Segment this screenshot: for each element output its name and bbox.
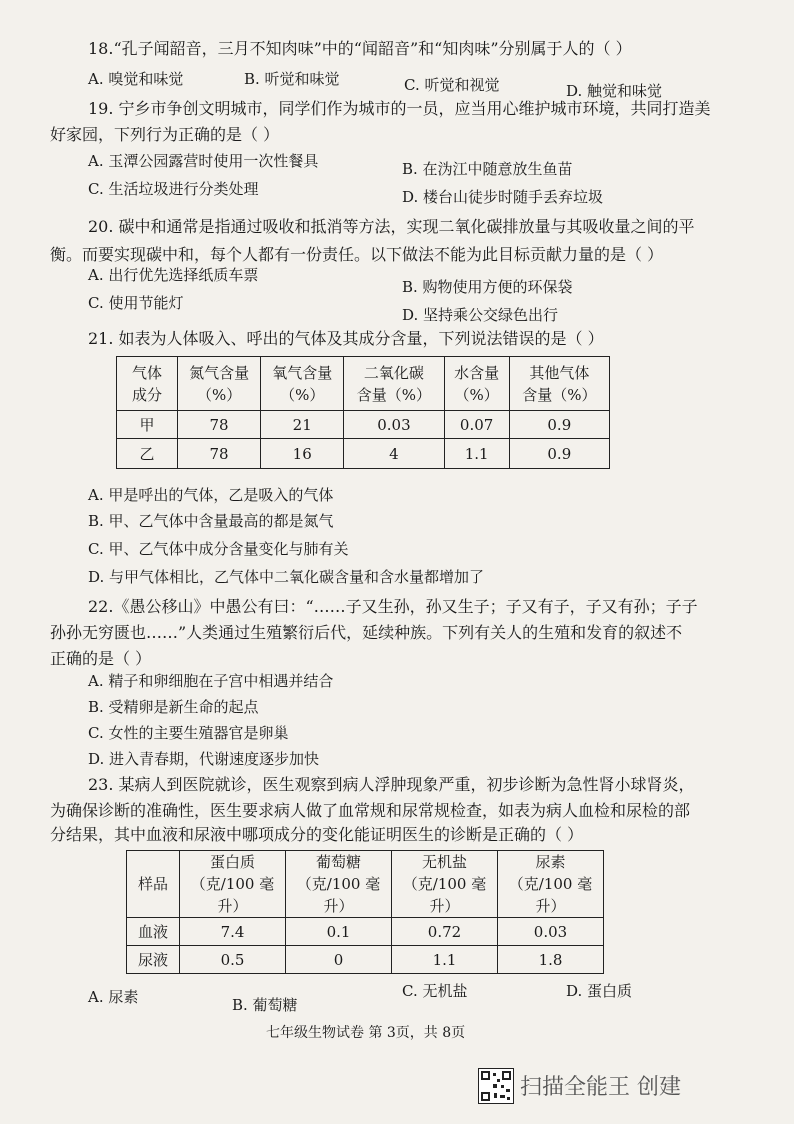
q23-stem-line1: 23. 某病人到医院就诊，医生观察到病人浮肿现象严重，初步诊断为急性肾小球肾炎， xyxy=(88,775,695,794)
table-cell: 0.03 xyxy=(344,411,444,439)
q19-option-a: A. 玉潭公园露营时使用一次性餐具 xyxy=(88,152,319,170)
table-row xyxy=(117,411,610,439)
header-unit: （%） xyxy=(454,385,499,404)
table-cell: 16 xyxy=(261,439,344,469)
q19-option-b: B. 在沩江中随意放生鱼苗 xyxy=(402,160,573,178)
q18-option-d: D. 触觉和味觉 xyxy=(566,82,663,100)
header-unit: 含量（%） xyxy=(356,385,432,404)
table-row xyxy=(127,946,604,974)
q18-option-a: A. 嗅觉和味觉 xyxy=(88,70,184,88)
corner-top-label: 气体 xyxy=(131,363,162,382)
q18-option-b: B. 听觉和味觉 xyxy=(244,70,340,88)
row-label: 甲 xyxy=(117,411,178,439)
q22-stem-line3: 正确的是（ ） xyxy=(50,649,152,668)
header-water xyxy=(444,357,509,411)
header-salts xyxy=(392,851,498,918)
q20-option-d: D. 坚持乘公交绿色出行 xyxy=(402,306,559,324)
table-cell: 7.4 xyxy=(180,918,286,946)
q22-option-a: A. 精子和卵细胞在子宫中相遇并结合 xyxy=(88,672,334,690)
header-urea xyxy=(498,851,604,918)
header-unit: （克/100 毫升） xyxy=(402,875,487,915)
table-cell: 0 xyxy=(286,946,392,974)
q20-option-b: B. 购物使用方便的环保袋 xyxy=(402,278,573,296)
q21-option-a: A. 甲是呼出的气体，乙是吸入的气体 xyxy=(88,486,334,504)
row-label: 尿液 xyxy=(127,946,180,974)
header-glucose xyxy=(286,851,392,918)
header-label: 蛋白质 xyxy=(209,853,255,871)
table-cell: 21 xyxy=(261,411,344,439)
header-label: 葡萄糖 xyxy=(315,853,361,871)
header-unit: （克/100 毫升） xyxy=(190,875,275,915)
q21-option-b: B. 甲、乙气体中含量最高的都是氮气 xyxy=(88,512,334,530)
table-cell: 0.5 xyxy=(180,946,286,974)
q21-stem: 21. 如表为人体吸入、呼出的气体及其成分含量，下列说法错误的是（ ） xyxy=(88,329,604,348)
q20-option-a: A. 出行优先选择纸质车票 xyxy=(88,266,259,284)
table-corner-cell xyxy=(117,357,178,411)
table-cell: 78 xyxy=(178,411,261,439)
table-cell: 0.9 xyxy=(509,439,609,469)
table-cell: 1.1 xyxy=(392,946,498,974)
q23-option-b: B. 葡萄糖 xyxy=(232,996,298,1014)
q23-option-a: A. 尿素 xyxy=(88,988,139,1006)
q21-option-c: C. 甲、乙气体中成分含量变化与肺有关 xyxy=(88,540,349,558)
q20-option-c: C. 使用节能灯 xyxy=(88,294,184,312)
q22-stem-line2: 孙孙无穷匮也……”人类通过生殖繁衍后代，延续种族。下列有关人的生殖和发育的叙述不 xyxy=(50,623,683,642)
header-label: 无机盐 xyxy=(421,853,467,871)
q19-option-c: C. 生活垃圾进行分类处理 xyxy=(88,180,259,198)
qr-code-icon xyxy=(478,1068,514,1104)
header-nitrogen xyxy=(178,357,261,411)
header-label: 氮气含量 xyxy=(189,363,250,382)
q22-option-d: D. 进入青春期，代谢速度逐步加快 xyxy=(88,750,320,768)
q19-stem-line1: 19. 宁乡市争创文明城市，同学们作为城市的一员，应当用心维护城市环境，共同打造美 xyxy=(88,99,711,118)
table-cell: 0.03 xyxy=(498,918,604,946)
q21-gas-table xyxy=(116,356,610,469)
q19-option-d: D. 楼台山徒步时随手丢弃垃圾 xyxy=(402,188,604,206)
header-label: 其他气体 xyxy=(529,363,590,382)
table-cell: 0.72 xyxy=(392,918,498,946)
header-unit: 含量（%） xyxy=(522,385,597,404)
page-footer: 七年级生物试卷 第 3页，共 8页 xyxy=(266,1025,466,1041)
header-other xyxy=(509,357,609,411)
q22-stem-line1: 22.《愚公移山》中愚公有曰：“……子又生孙，孙又生子；子又有子，子又有孙；子子 xyxy=(88,597,698,616)
header-label: 二氧化碳 xyxy=(363,363,424,382)
q20-stem-line2: 衡。而要实现碳中和，每个人都有一份责任。以下做法不能为此目标贡献力量的是（ ） xyxy=(50,245,664,264)
table-cell: 0.9 xyxy=(509,411,609,439)
header-label: 氧气含量 xyxy=(272,363,333,382)
q23-test-table xyxy=(126,850,604,974)
table-header-row xyxy=(117,357,610,411)
header-protein xyxy=(180,851,286,918)
header-label: 尿素 xyxy=(535,853,566,871)
table-cell: 0.07 xyxy=(444,411,509,439)
header-co2 xyxy=(344,357,444,411)
table-cell: 1.1 xyxy=(444,439,509,469)
q18-stem: 18.“孔子闻韶音，三月不知肉味”中的“闻韶音”和“知肉味”分别属于人的（ ） xyxy=(88,39,632,58)
header-label: 水含量 xyxy=(454,363,500,382)
scanner-watermark: 扫描全能王 创建 xyxy=(520,1075,681,1100)
table-cell: 1.8 xyxy=(498,946,604,974)
table-row xyxy=(117,439,610,469)
table-cell: 0.1 xyxy=(286,918,392,946)
q23-stem-line3: 分结果，其中血液和尿液中哪项成分的变化能证明医生的诊断是正确的（ ） xyxy=(50,825,584,844)
header-unit: （%） xyxy=(196,385,242,404)
header-oxygen xyxy=(261,357,344,411)
q21-option-d: D. 与甲气体相比，乙气体中二氧化碳含量和含水量都增加了 xyxy=(88,568,485,586)
header-unit: （克/100 毫升） xyxy=(508,875,593,915)
table-header-row xyxy=(127,851,604,918)
table-row xyxy=(127,918,604,946)
q18-option-c: C. 听觉和视觉 xyxy=(404,76,500,94)
row-label: 血液 xyxy=(127,918,180,946)
table-cell: 4 xyxy=(344,439,444,469)
corner-bottom-label: 成分 xyxy=(131,385,162,404)
q20-stem-line1: 20. 碳中和通常是指通过吸收和抵消等方法，实现二氧化碳排放量与其吸收量之间的平 xyxy=(88,217,695,236)
header-unit: （克/100 毫升） xyxy=(296,875,381,915)
q19-stem-line2: 好家园，下列行为正确的是（ ） xyxy=(50,125,280,144)
q23-option-d: D. 蛋白质 xyxy=(566,982,633,1000)
q23-option-c: C. 无机盐 xyxy=(402,982,468,1000)
table-cell: 78 xyxy=(178,439,261,469)
q22-option-b: B. 受精卵是新生命的起点 xyxy=(88,698,259,716)
q23-stem-line2: 为确保诊断的准确性，医生要求病人做了血常规和尿常规检查，如表为病人血检和尿检的部 xyxy=(50,801,691,820)
q22-option-c: C. 女性的主要生殖器官是卵巢 xyxy=(88,724,289,742)
table-corner-cell: 样品 xyxy=(127,851,180,918)
row-label: 乙 xyxy=(117,439,178,469)
header-unit: （%） xyxy=(280,385,325,404)
